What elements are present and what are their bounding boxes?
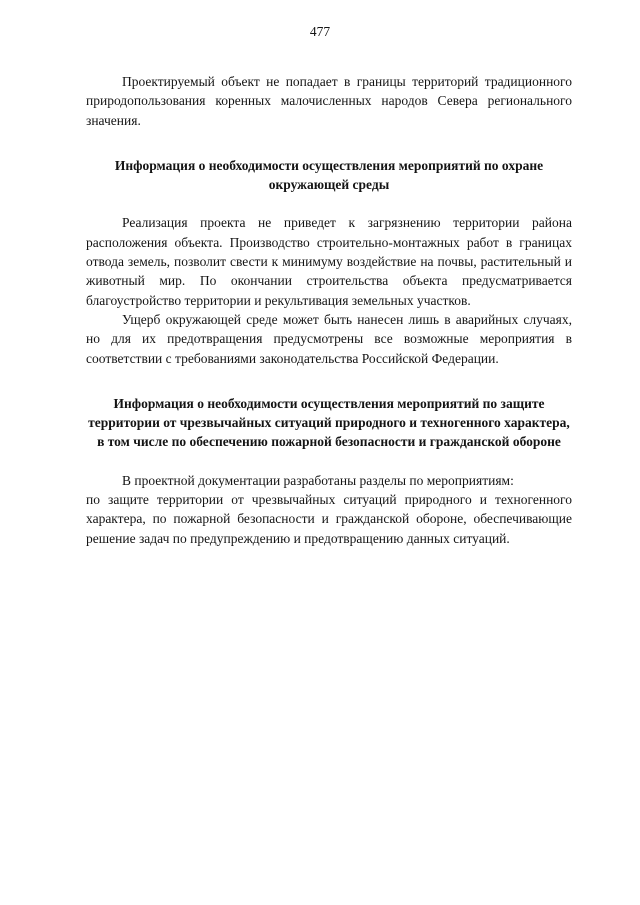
emergency-paragraph-1: В проектной документации разработаны разделы по мероприятиям: [122, 472, 514, 488]
emergency-paragraph-2: по защите территории от чрезвычайных ситуаций природного и техногенного характера, по пожарной безопасности и гражданской обороне, обеспечивающие решение задач по предупреждению и предотвращению данных ситуаций. [86, 492, 572, 546]
spacer [86, 130, 572, 156]
spacer [86, 194, 572, 213]
environment-paragraph-2: Ущерб окружающей среде может быть нанесен лишь в аварийных случаях, но для их предотвращения предусмотрены все возможные мероприятия в соответствии с требованиями законодательства Российской Федерации. [86, 311, 572, 366]
section-heading-environment: Информация о необходимости осуществления мероприятий по охране окружающей среды [114, 157, 544, 193]
spacer [86, 368, 572, 394]
page-number: 477 [309, 24, 331, 39]
spacer [86, 452, 572, 471]
section-heading-emergency: Информация о необходимости осуществления мероприятий по защите территории от чрезвычайных ситуаций природного и техногенного характера, в том числе по обеспечению пожарной безопасности и гражданской обороне [88, 395, 570, 450]
environment-paragraph-1: Реализация проекта не приведет к загрязнению территории района расположения объекта. Производство строительно-монтажных работ в границах отвода земель, позволит свести к минимуму воздействие на почвы, растительный и животный мир. По окончании строительства объекта предусматривается благоустройство территории и рекультивация земельных участков. [86, 215, 572, 308]
intro-paragraph: Проектируемый объект не попадает в границы территорий традиционного природопользования коренных малочисленных народов Севера регионального значения. [86, 74, 572, 128]
document-body [86, 72, 572, 548]
